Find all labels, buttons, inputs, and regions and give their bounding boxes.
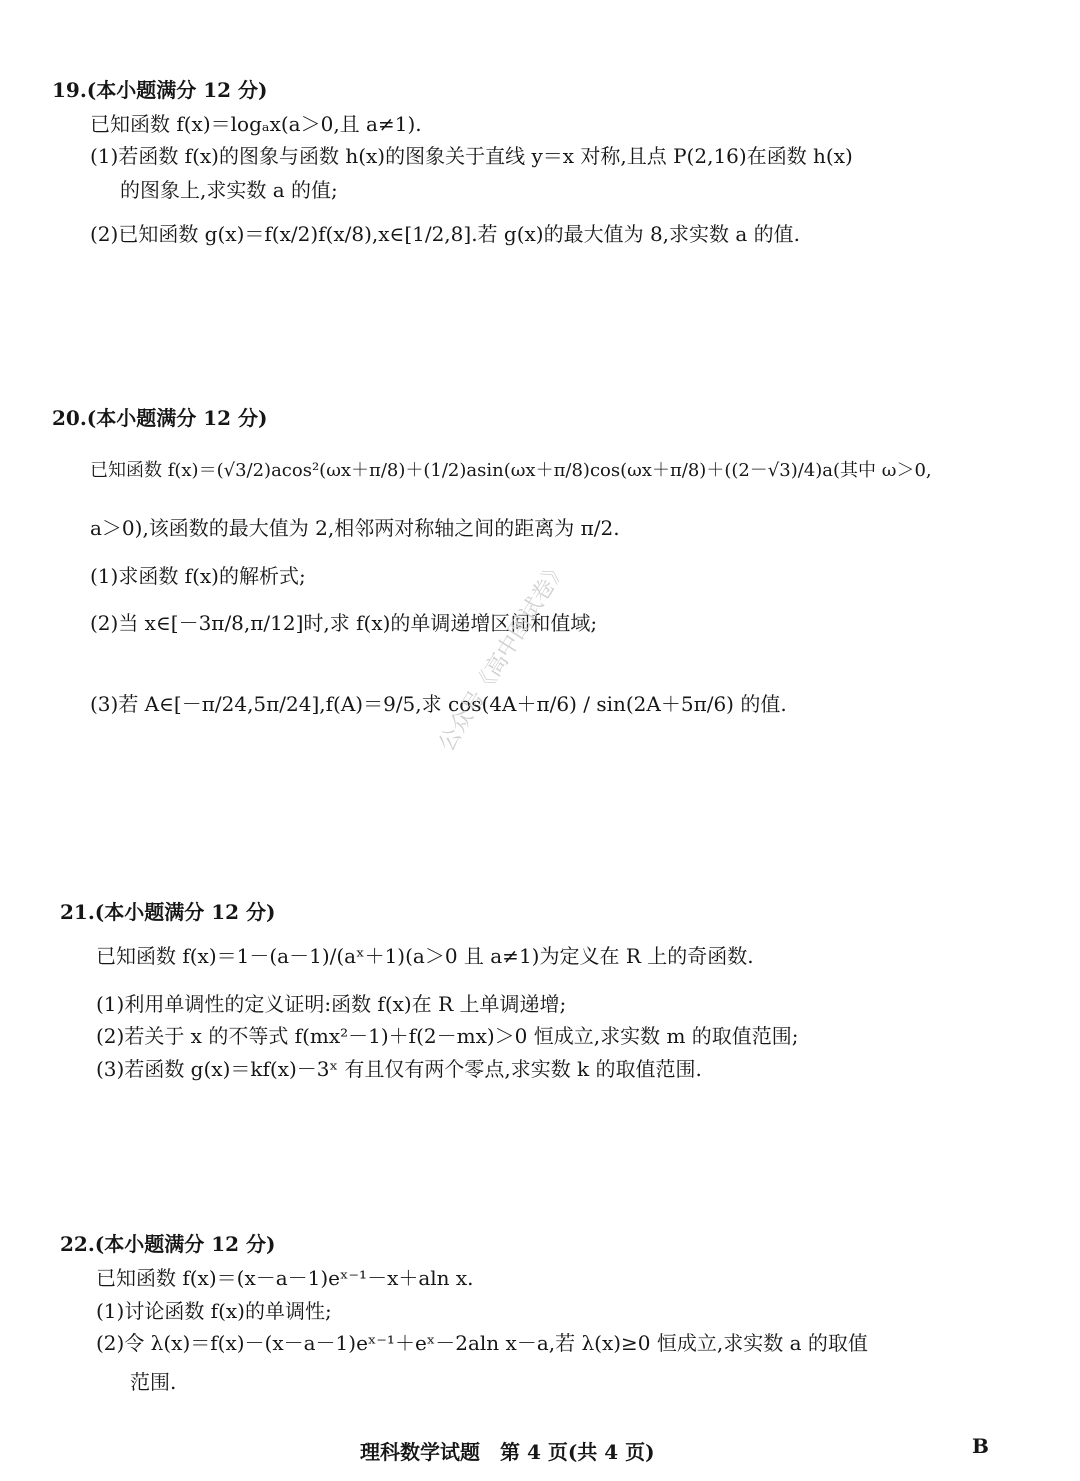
problem-20-part3: (3)若 A∈[－π/24,5π/24],f(A)＝9/5,求 cos(4A＋π/6) / sin(2A＋5π/6) 的值. — [90, 692, 787, 716]
problem-20-part1: (1)求函数 f(x)的解析式; — [90, 564, 306, 588]
problem-19-part2: (2)已知函数 g(x)＝f(x/2)f(x/8),x∈[1/2,8].若 g(x)的最大值为 8,求实数 a 的值. — [90, 222, 801, 246]
paper-version-mark: B — [972, 1434, 989, 1458]
problem-20-part2: (2)当 x∈[－3π/8,π/12]时,求 f(x)的单调递增区间和值域; — [90, 611, 598, 635]
problem-19-title: 19.(本小题满分 12 分) — [52, 78, 268, 102]
problem-20-title: 20.(本小题满分 12 分) — [52, 406, 268, 430]
problem-21-part1: (1)利用单调性的定义证明:函数 f(x)在 R 上单调递增; — [96, 992, 567, 1016]
watermark: 公众号《高中图试卷》 — [434, 556, 573, 756]
problem-20-stem-cont: a＞0),该函数的最大值为 2,相邻两对称轴之间的距离为 π/2. — [90, 516, 620, 540]
problem-19-part1: (1)若函数 f(x)的图象与函数 h(x)的图象关于直线 y＝x 对称,且点 P(2,16)在函数 h(x) — [90, 144, 853, 168]
problem-19-stem: 已知函数 f(x)＝logₐx(a＞0,且 a≠1). — [90, 112, 422, 136]
problem-21-stem: 已知函数 f(x)＝1－(a－1)/(aˣ＋1)(a＞0 且 a≠1)为定义在 R 上的奇函数. — [96, 944, 754, 968]
page-footer: 理科数学试题 第 4 页(共 4 页) — [360, 1440, 655, 1464]
problem-22-part1: (1)讨论函数 f(x)的单调性; — [96, 1299, 332, 1323]
problem-22-title: 22.(本小题满分 12 分) — [60, 1232, 276, 1256]
problem-22-part2: (2)令 λ(x)＝f(x)－(x－a－1)eˣ⁻¹＋eˣ－2aln x－a,若 λ(x)≥0 恒成立,求实数 a 的取值 — [96, 1331, 868, 1355]
problem-19-part1-cont: 的图象上,求实数 a 的值; — [120, 178, 338, 202]
problem-21-part2: (2)若关于 x 的不等式 f(mx²－1)＋f(2－mx)＞0 恒成立,求实数 m 的取值范围; — [96, 1024, 799, 1048]
problem-21-part3: (3)若函数 g(x)＝kf(x)－3ˣ 有且仅有两个零点,求实数 k 的取值范围. — [96, 1057, 702, 1081]
problem-20-stem: 已知函数 f(x)＝(√3/2)acos²(ωx＋π/8)＋(1/2)asin(ωx＋π/8)cos(ωx＋π/8)＋((2－√3)/4)a(其中 ω＞0, — [90, 460, 932, 481]
problem-21-title: 21.(本小题满分 12 分) — [60, 900, 276, 924]
problem-22-part2-cont: 范围. — [130, 1370, 177, 1394]
problem-22-stem: 已知函数 f(x)＝(x－a－1)eˣ⁻¹－x＋aln x. — [96, 1266, 474, 1290]
